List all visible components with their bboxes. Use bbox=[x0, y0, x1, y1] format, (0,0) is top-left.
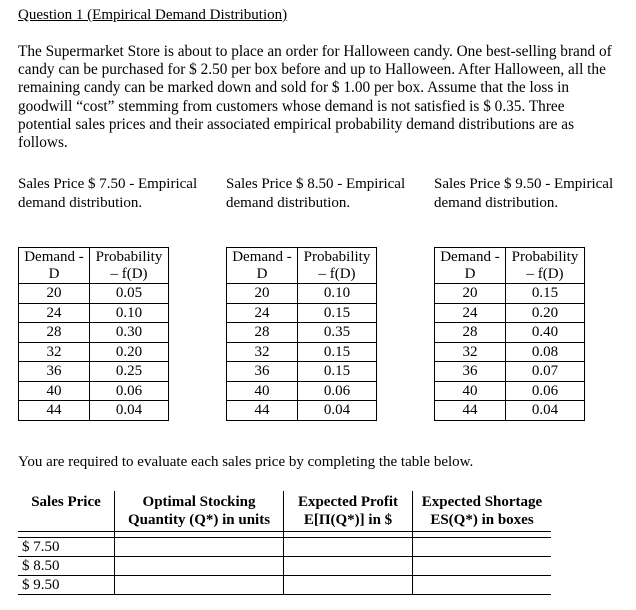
col-sales-price: Sales Price bbox=[18, 491, 115, 532]
col-demand: Demand - D bbox=[435, 248, 506, 284]
distribution-table-2 bbox=[226, 247, 377, 421]
probability-cell: 0.25 bbox=[90, 362, 169, 382]
demand-cell: 24 bbox=[19, 303, 90, 323]
stocking-input-cell[interactable] bbox=[115, 538, 284, 557]
probability-cell: 0.15 bbox=[298, 362, 377, 382]
profit-input-cell[interactable] bbox=[284, 576, 413, 595]
sales-price-cell: $ 7.50 bbox=[18, 538, 115, 557]
demand-cell: 44 bbox=[227, 401, 298, 421]
sales-price-cell: $ 9.50 bbox=[18, 576, 115, 595]
probability-cell: 0.20 bbox=[506, 303, 585, 323]
table-row bbox=[19, 342, 169, 362]
table-row bbox=[435, 401, 585, 421]
probability-cell: 0.20 bbox=[90, 342, 169, 362]
probability-cell: 0.06 bbox=[298, 381, 377, 401]
probability-cell: 0.10 bbox=[90, 303, 169, 323]
table-row bbox=[435, 381, 585, 401]
col-expected-shortage: Expected Shortage ES(Q*) in boxes bbox=[413, 491, 552, 532]
col-probability: Probability – f(D) bbox=[90, 248, 169, 284]
demand-cell: 44 bbox=[435, 401, 506, 421]
demand-cell: 40 bbox=[19, 381, 90, 401]
distribution-heading-1: Sales Price $ 7.50 - Empirical demand distribution. bbox=[18, 176, 198, 211]
demand-cell: 36 bbox=[227, 362, 298, 382]
demand-cell: 24 bbox=[435, 303, 506, 323]
requirement-text: You are required to evaluate each sales price by completing the table below. bbox=[18, 454, 474, 470]
table-row bbox=[19, 381, 169, 401]
col-probability: Probability – f(D) bbox=[506, 248, 585, 284]
probability-cell: 0.06 bbox=[506, 381, 585, 401]
intro-paragraph: The Supermarket Store is about to place an order for Halloween candy. One best-selling brand of candy can be purchased for $ 2.50 per box before and up to Halloween. After Halloween, all the remaining candy can be marked down and sold for $ 1.00 per box. Assume that the loss in goodwill “cost” stemming from customers whose demand is not satisfied is $ 0.35. Three potential sales prices and their associated empirical probability demand distributions are as follows. bbox=[18, 43, 612, 152]
demand-cell: 28 bbox=[435, 323, 506, 343]
distribution-table-3 bbox=[434, 247, 585, 421]
probability-cell: 0.10 bbox=[298, 284, 377, 304]
probability-cell: 0.05 bbox=[90, 284, 169, 304]
answer-row bbox=[18, 538, 551, 557]
table-row bbox=[227, 362, 377, 382]
demand-cell: 44 bbox=[19, 401, 90, 421]
probability-cell: 0.04 bbox=[506, 401, 585, 421]
table-row bbox=[227, 284, 377, 304]
sales-price-cell: $ 8.50 bbox=[18, 557, 115, 576]
table-row bbox=[19, 284, 169, 304]
demand-cell: 32 bbox=[19, 342, 90, 362]
question-title: Question 1 (Empirical Demand Distribution) bbox=[18, 7, 288, 23]
probability-cell: 0.07 bbox=[506, 362, 585, 382]
probability-cell: 0.15 bbox=[506, 284, 585, 304]
table-row bbox=[435, 323, 585, 343]
demand-cell: 28 bbox=[19, 323, 90, 343]
probability-cell: 0.30 bbox=[90, 323, 169, 343]
demand-cell: 40 bbox=[227, 381, 298, 401]
demand-cell: 36 bbox=[435, 362, 506, 382]
table-row bbox=[227, 381, 377, 401]
probability-cell: 0.04 bbox=[298, 401, 377, 421]
demand-cell: 36 bbox=[19, 362, 90, 382]
col-optimal-stocking: Optimal Stocking Quantity (Q*) in units bbox=[115, 491, 284, 532]
demand-cell: 20 bbox=[19, 284, 90, 304]
demand-cell: 32 bbox=[435, 342, 506, 362]
shortage-input-cell[interactable] bbox=[413, 557, 552, 576]
stocking-input-cell[interactable] bbox=[115, 576, 284, 595]
demand-cell: 24 bbox=[227, 303, 298, 323]
demand-cell: 20 bbox=[227, 284, 298, 304]
profit-input-cell[interactable] bbox=[284, 557, 413, 576]
col-expected-profit: Expected Profit E[Π(Q*)] in $ bbox=[284, 491, 413, 532]
demand-cell: 20 bbox=[435, 284, 506, 304]
table-row bbox=[19, 362, 169, 382]
table-row bbox=[19, 401, 169, 421]
probability-cell: 0.15 bbox=[298, 342, 377, 362]
col-probability: Probability – f(D) bbox=[298, 248, 377, 284]
table-row bbox=[227, 342, 377, 362]
shortage-input-cell[interactable] bbox=[413, 538, 552, 557]
probability-cell: 0.06 bbox=[90, 381, 169, 401]
demand-cell: 40 bbox=[435, 381, 506, 401]
distribution-heading-3: Sales Price $ 9.50 - Empirical demand distribution. bbox=[434, 176, 614, 211]
table-row bbox=[435, 362, 585, 382]
col-demand: Demand - D bbox=[227, 248, 298, 284]
col-demand: Demand - D bbox=[19, 248, 90, 284]
table-row bbox=[19, 303, 169, 323]
demand-cell: 32 bbox=[227, 342, 298, 362]
distribution-heading-2: Sales Price $ 8.50 - Empirical demand distribution. bbox=[226, 176, 406, 211]
answer-row bbox=[18, 576, 551, 595]
demand-cell: 28 bbox=[227, 323, 298, 343]
table-row bbox=[227, 401, 377, 421]
table-row bbox=[19, 323, 169, 343]
table-row bbox=[435, 342, 585, 362]
probability-cell: 0.08 bbox=[506, 342, 585, 362]
probability-cell: 0.15 bbox=[298, 303, 377, 323]
table-row bbox=[227, 303, 377, 323]
answer-table bbox=[18, 491, 551, 595]
stocking-input-cell[interactable] bbox=[115, 557, 284, 576]
probability-cell: 0.40 bbox=[506, 323, 585, 343]
probability-cell: 0.04 bbox=[90, 401, 169, 421]
profit-input-cell[interactable] bbox=[284, 538, 413, 557]
table-row bbox=[227, 323, 377, 343]
probability-cell: 0.35 bbox=[298, 323, 377, 343]
distribution-table-1 bbox=[18, 247, 169, 421]
shortage-input-cell[interactable] bbox=[413, 576, 552, 595]
answer-row bbox=[18, 557, 551, 576]
table-row bbox=[435, 303, 585, 323]
table-row bbox=[435, 284, 585, 304]
